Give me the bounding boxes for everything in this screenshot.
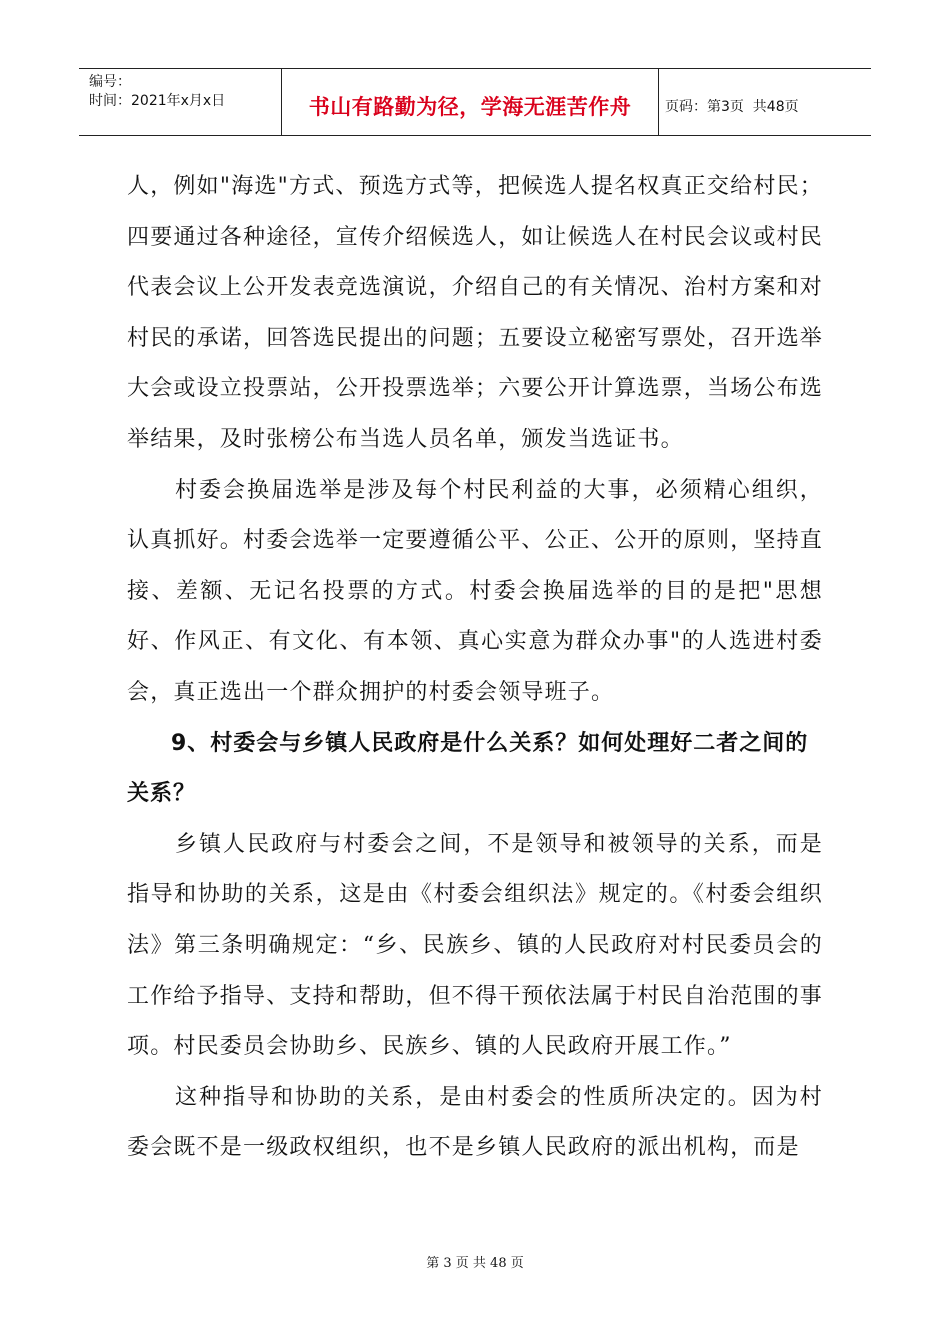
header-page-cell (659, 69, 871, 135)
page-footer: 第 3 页 共 48 页 (426, 1256, 524, 1271)
body-paragraph: 村委会换届选举是涉及每个村民利益的大事，必须精心组织，认真抓好。村委会选举一定要遵循公平、公正、公开的原则，坚持直接、差额、无记名投票的方式。村委会换届选举的目的是把"思想好、作风正、有文化、有本领、真心实意为群众办事"的人选进村委会，真正选出一个群众拥护的村委会领导班子。 (127, 477, 824, 705)
header-meta-cell (79, 69, 282, 135)
question-heading: 9、村委会与乡镇人民政府是什么关系？如何处理好二者之间的关系？ (127, 730, 809, 807)
body-paragraph: 人，例如"海选"方式、预选方式等，把候选人提名权真正交给村民；四要通过各种途径，宣传介绍候选人，如让候选人在村民会议或村民代表会议上公开发表竞选演说，介绍自己的有关情况、治村方案和对村民的承诺，回答选民提出的问题；五要设立秘密写票处，召开选举大会或设立投票站，公开投票选举；六要公开计算选票，当场公布选举结果，及时张榜公布当选人员名单，颁发当选证书。 (127, 174, 824, 452)
body-paragraph: 乡镇人民政府与村委会之间，不是领导和被领导的关系，而是指导和协助的关系，这是由《村委会组织法》规定的。《村委会组织法》第三条明确规定：“乡、民族乡、镇的人民政府对村民委员会的工作给予指导、支持和帮助，但不得干预依法属于村民自治范围的事项。村民委员会协助乡、民族乡、镇的人民政府开展工作。” (127, 831, 824, 1060)
header-motto-cell (282, 69, 659, 135)
doc-number-label: 编号： (89, 74, 131, 90)
page-header (79, 68, 871, 136)
body-paragraph: 这种指导和协助的关系，是由村委会的性质所决定的。因为村委会既不是一级政权组织，也不是乡镇人民政府的派出机构，而是 (127, 1084, 823, 1161)
document-body (127, 162, 823, 1174)
header-page-indicator: 页码：第3页 共48页 (665, 99, 799, 115)
header-motto: 书山有路勤为径，学海无涯苦作舟 (308, 95, 632, 119)
time-label: 时间：2021年x月x日 (89, 93, 226, 109)
